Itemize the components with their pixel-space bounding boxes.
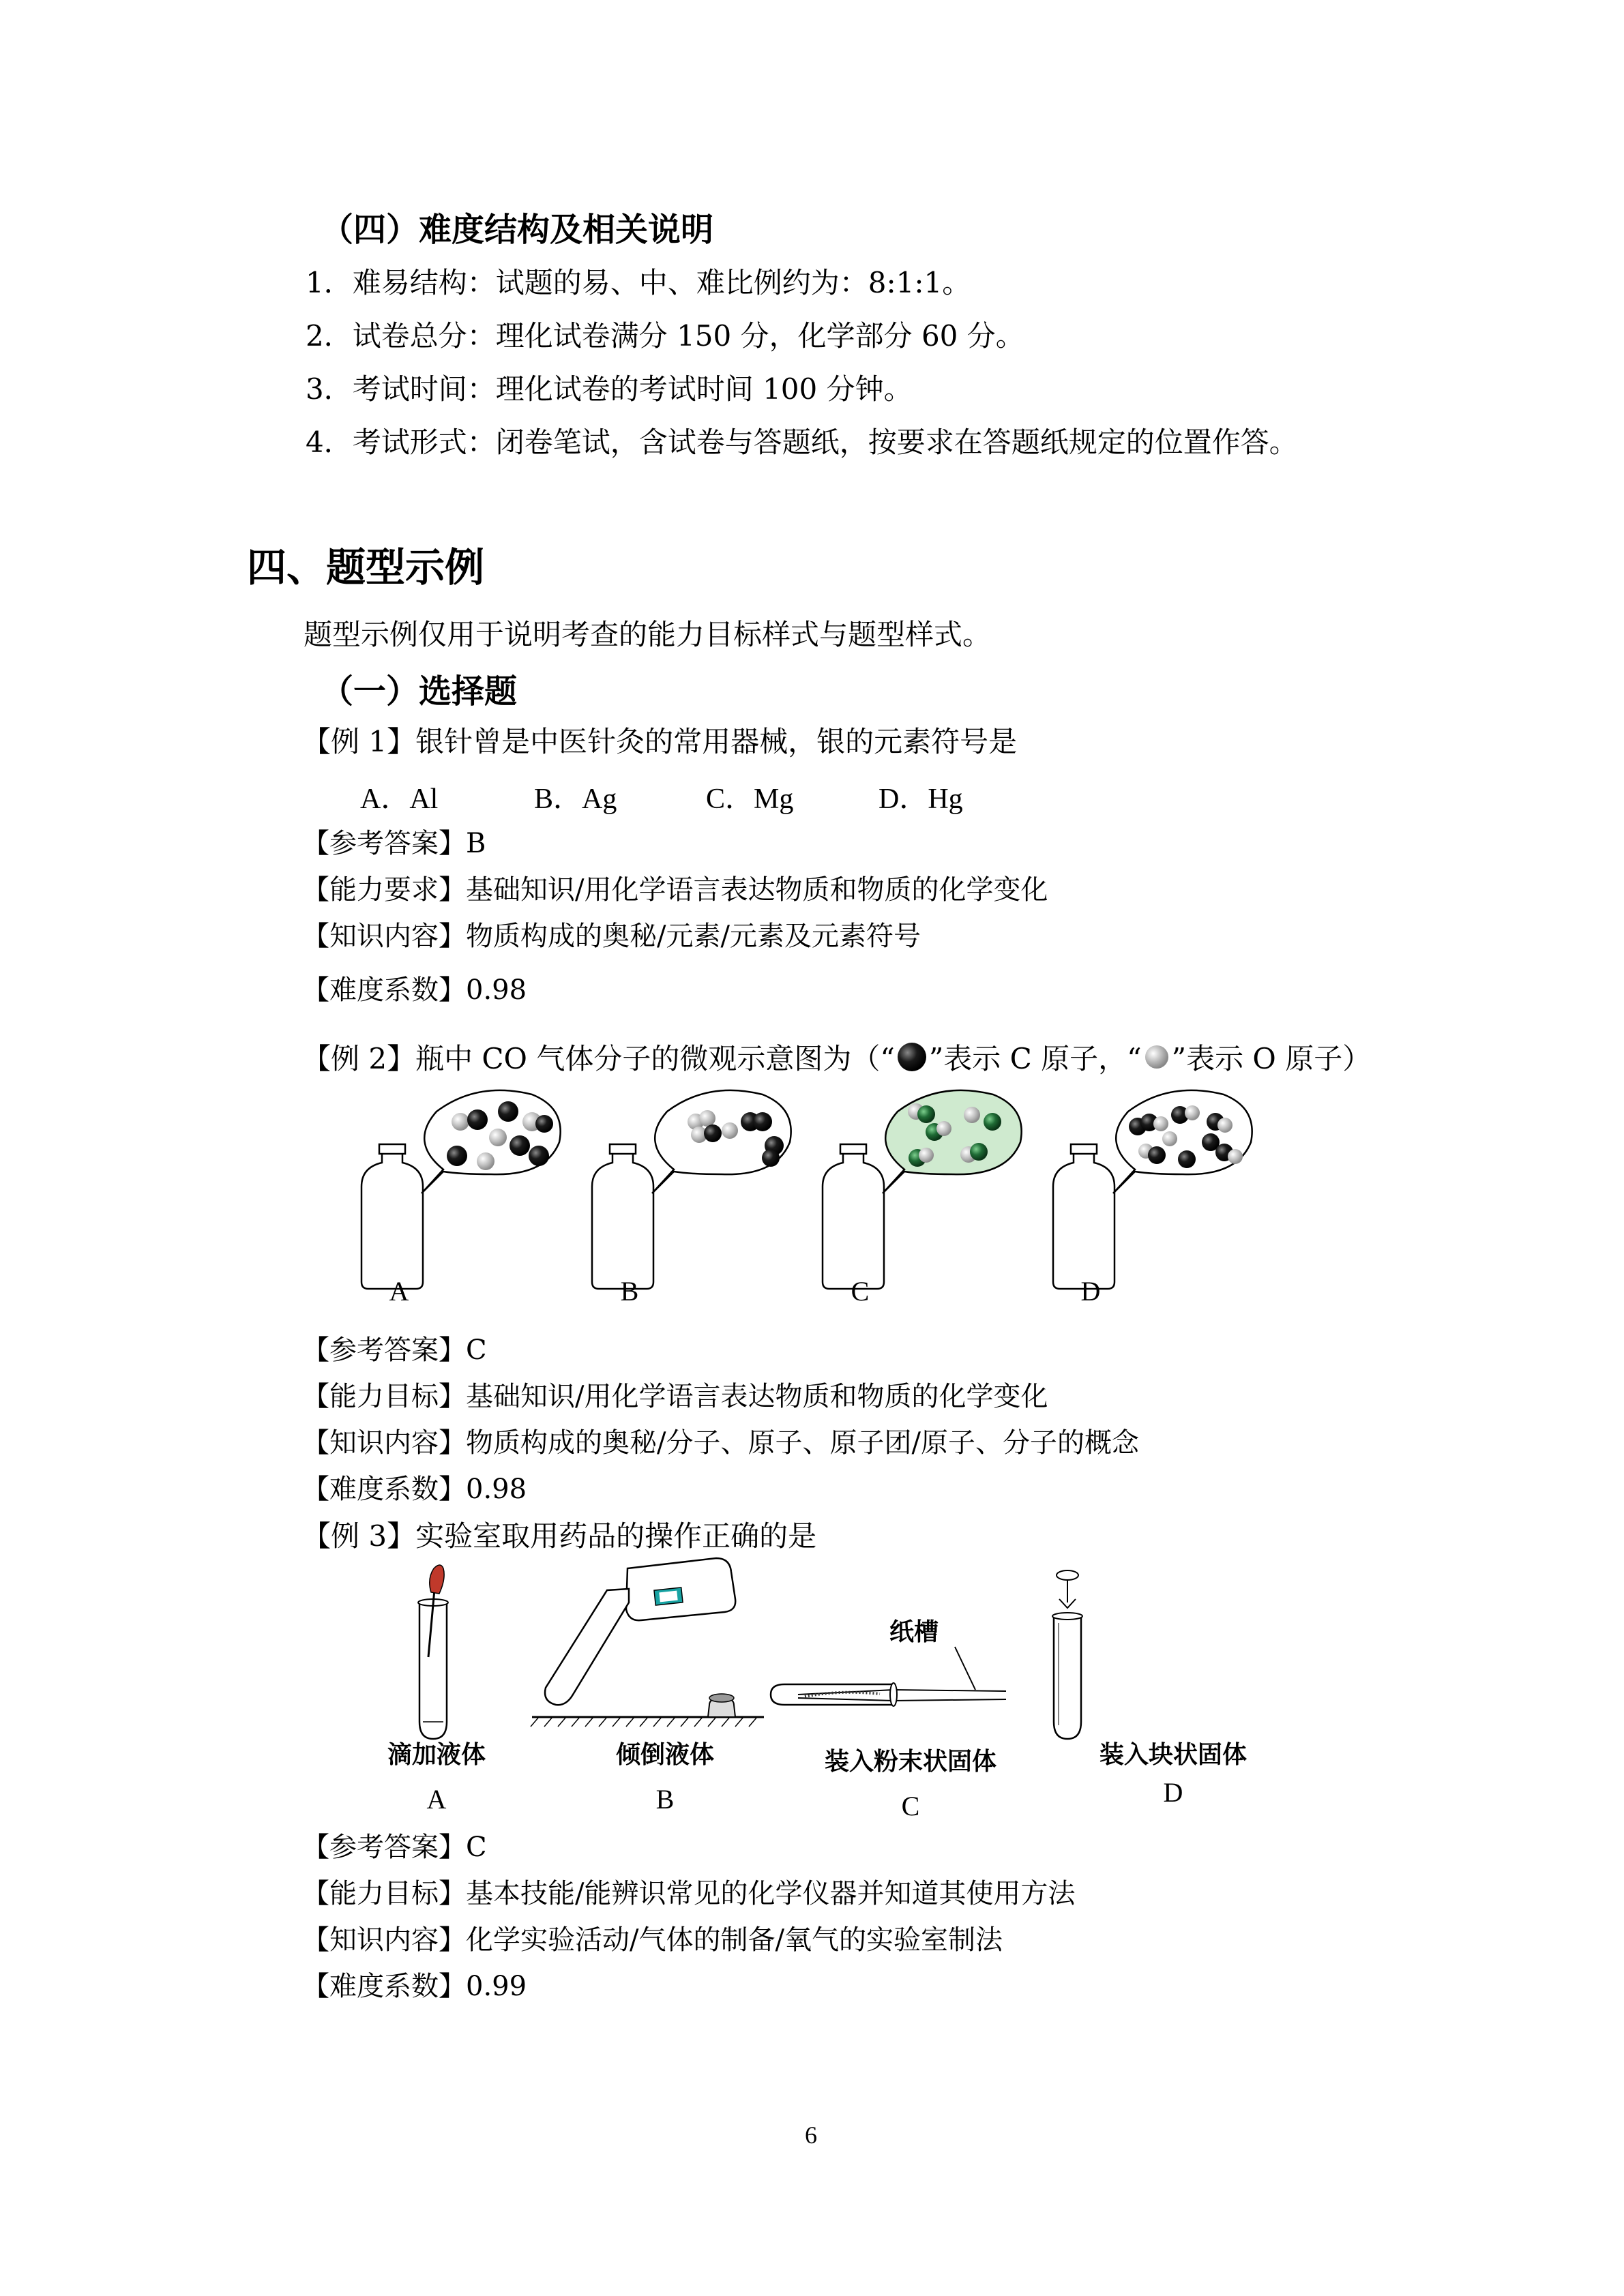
diagram-c (823, 1090, 1022, 1289)
choice-label-c: C (851, 1276, 870, 1307)
example3-stem: 【例 3】实验室取用药品的操作正确的是 (302, 1519, 817, 1553)
choice-label-d: D (1163, 1777, 1183, 1808)
section-heading-choice: （一）选择题 (321, 672, 518, 711)
chapter-intro: 题型示例仅用于说明考查的能力目标样式与题型样式。 (304, 618, 992, 651)
bottle-diagrams (341, 1084, 1296, 1309)
option-a: A．Al (360, 784, 439, 815)
list-item: 3．考试时间：理化试卷的考试时间 100 分钟。 (306, 372, 913, 406)
lab-operations-figure (375, 1562, 1262, 1759)
diagram-a (361, 1090, 561, 1289)
choice-label-d: D (1080, 1276, 1101, 1307)
example1-stem: 【例 1】银针曾是中医针灸的常用器械，银的元素符号是 (302, 725, 1018, 758)
caption-b: 倾倒液体 (615, 1740, 714, 1769)
difficulty-line: 【难度系数】0.99 (302, 1971, 527, 2002)
option-c: C．Mg (706, 784, 794, 815)
option-d: D．Hg (879, 784, 963, 815)
diagram-block-solid-loading (1052, 1570, 1082, 1739)
example2-stem (302, 1037, 1371, 1077)
oxygen-atom-icon (1143, 1043, 1170, 1071)
stem-text: ”表示 O 原子） (1171, 1042, 1372, 1075)
difficulty-line: 【难度系数】0.98 (302, 974, 527, 1006)
list-item: 1．难易结构：试题的易、中、难比例约为：8:1:1。 (306, 266, 971, 299)
list-item: 4．考试形式：闭卷笔试，含试卷与答题纸，按要求在答题纸规定的位置作答。 (306, 426, 1298, 459)
page-number: 6 (805, 2121, 817, 2149)
diagram-dropping-liquid (418, 1565, 448, 1739)
choice-label-b: B (620, 1276, 639, 1307)
chapter-title: 四、题型示例 (247, 544, 485, 591)
diagram-pouring-liquid (531, 1558, 764, 1727)
caption-a: 滴加液体 (387, 1740, 486, 1769)
knowledge-line: 【知识内容】物质构成的奥秘/元素/元素及元素符号 (302, 921, 921, 952)
choice-label-c: C (901, 1791, 920, 1821)
caption-c: 装入粉末状固体 (824, 1747, 996, 1776)
diagram-b (592, 1090, 791, 1289)
caption-d: 装入块状固体 (1099, 1740, 1247, 1769)
choice-label-b: B (655, 1784, 675, 1815)
stem-text: ”表示 C 原子，“ (928, 1042, 1142, 1075)
choice-label-a: A (389, 1276, 409, 1307)
answer-line: 【参考答案】B (302, 828, 486, 859)
knowledge-line: 【知识内容】化学实验活动/气体的制备/氧气的实验室制法 (302, 1924, 1003, 1956)
ability-line: 【能力目标】基本技能/能辨识常见的化学仪器并知道其使用方法 (302, 1878, 1076, 1909)
paper-trough-label: 纸槽 (889, 1617, 939, 1646)
diagram-d (1053, 1090, 1252, 1289)
ability-line: 【能力目标】基础知识/用化学语言表达物质和物质的化学变化 (302, 1381, 1048, 1412)
diagram-powder-loading (771, 1647, 1006, 1706)
knowledge-line: 【知识内容】物质构成的奥秘/分子、原子、原子团/原子、分子的概念 (302, 1427, 1139, 1459)
answer-line: 【参考答案】C (302, 1832, 487, 1863)
choice-label-a: A (426, 1784, 447, 1815)
stem-text: 【例 2】瓶中 CO 气体分子的微观示意图为（“ (302, 1042, 895, 1075)
list-item: 2．试卷总分：理化试卷满分 150 分，化学部分 60 分。 (306, 319, 1024, 353)
option-b: B．Ag (534, 784, 617, 815)
ability-line: 【能力要求】基础知识/用化学语言表达物质和物质的化学变化 (302, 874, 1048, 906)
carbon-atom-icon (896, 1041, 928, 1073)
answer-line: 【参考答案】C (302, 1335, 487, 1366)
difficulty-line: 【难度系数】0.98 (302, 1474, 527, 1505)
section-heading-difficulty: （四）难度结构及相关说明 (321, 211, 714, 249)
